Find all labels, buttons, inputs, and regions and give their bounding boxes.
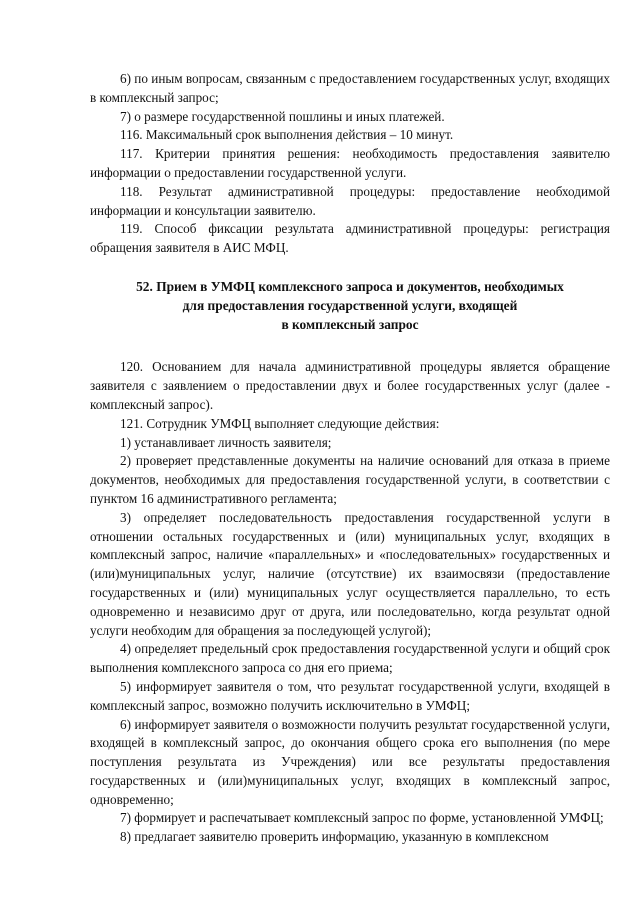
paragraph-118: 118. Результат административной процедуры: предоставление необходимой информации и консультации заявителю. xyxy=(90,183,610,218)
action-item-6: 6) информирует заявителя о возможности получить результат государственной услуги, входящей в комплексный запрос, до окончания общего срока его выполнения (по мере поступления результата из Учреждения) или все результаты предоставления государственных и (или)муниципальных услуг, входящих в комплексный запрос, одновременно; xyxy=(90,716,610,807)
paragraph-121: 121. Сотрудник УМФЦ выполняет следующие действия: xyxy=(120,415,440,431)
action-item-5: 5) информирует заявителя о том, что результат государственной услуги, входящей в комплексный запрос, возможно получить исключительно в УМФЦ; xyxy=(90,678,610,713)
section-heading-52 xyxy=(90,278,610,334)
paragraph-item-6-inquiries: 6) по иным вопросам, связанным с предоставлением государственных услуг, входящих в комплексный запрос; xyxy=(90,71,610,105)
paragraph-119: 119. Способ фиксации результата административной процедуры: регистрация обращения заявителя в АИС МФЦ. xyxy=(90,221,610,256)
action-item-1: 1) устанавливает личность заявителя; xyxy=(120,434,332,450)
action-item-4: 4) определяет предельный срок предоставления государственной услуги и общий срок выполнения комплексного запроса со дня его приема; xyxy=(90,641,610,676)
section-heading-line: в комплексный запрос xyxy=(281,316,419,332)
paragraph-120: 120. Основанием для начала административной процедуры является обращение заявителя с заявлением о предоставлении двух и более государственных услуг (далее - комплексный запрос). xyxy=(90,359,610,412)
action-item-2: 2) проверяет представленные документы на наличие оснований для отказа в приеме документов, необходимых для предоставления государственной услуги, в соответствии с пунктом 16 административного регламента; xyxy=(90,453,610,506)
action-item-8: 8) предлагает заявителю проверить информацию, указанную в комплексном xyxy=(120,829,549,845)
paragraph-item-7-fees: 7) о размере государственной пошлины и иных платежей. xyxy=(120,108,445,124)
action-item-3: 3) определяет последовательность предоставления государственной услуги в отношении остальных государственных и (или) муниципальных услуг, входящих в комплексный запрос, наличие «параллельных» и «последовательных» государственных и (или)муниципальных услуг, наличие (отсутствие) их взаимосвязи (предоставление государственных и (или) муниципальных услуг осуществляется параллельно, то есть одновременно и независимо друг от друга, или последовательно, когда результат одной услуги необходим для обращения за последующей услугой); xyxy=(90,509,610,638)
paragraph-117: 117. Критерии принятия решения: необходимость предоставления заявителю информации о предоставлении государственной услуги. xyxy=(90,146,610,180)
action-item-7: 7) формирует и распечатывает комплексный запрос по форме, установленной УМФЦ; xyxy=(120,810,604,826)
document-body xyxy=(90,70,610,847)
section-heading-line: 52. Прием в УМФЦ комплексного запроса и документов, необходимых xyxy=(136,278,564,294)
section-heading-line: для предоставления государственной услуги, входящей xyxy=(182,297,518,313)
paragraph-116: 116. Максимальный срок выполнения действия – 10 минут. xyxy=(120,127,454,143)
